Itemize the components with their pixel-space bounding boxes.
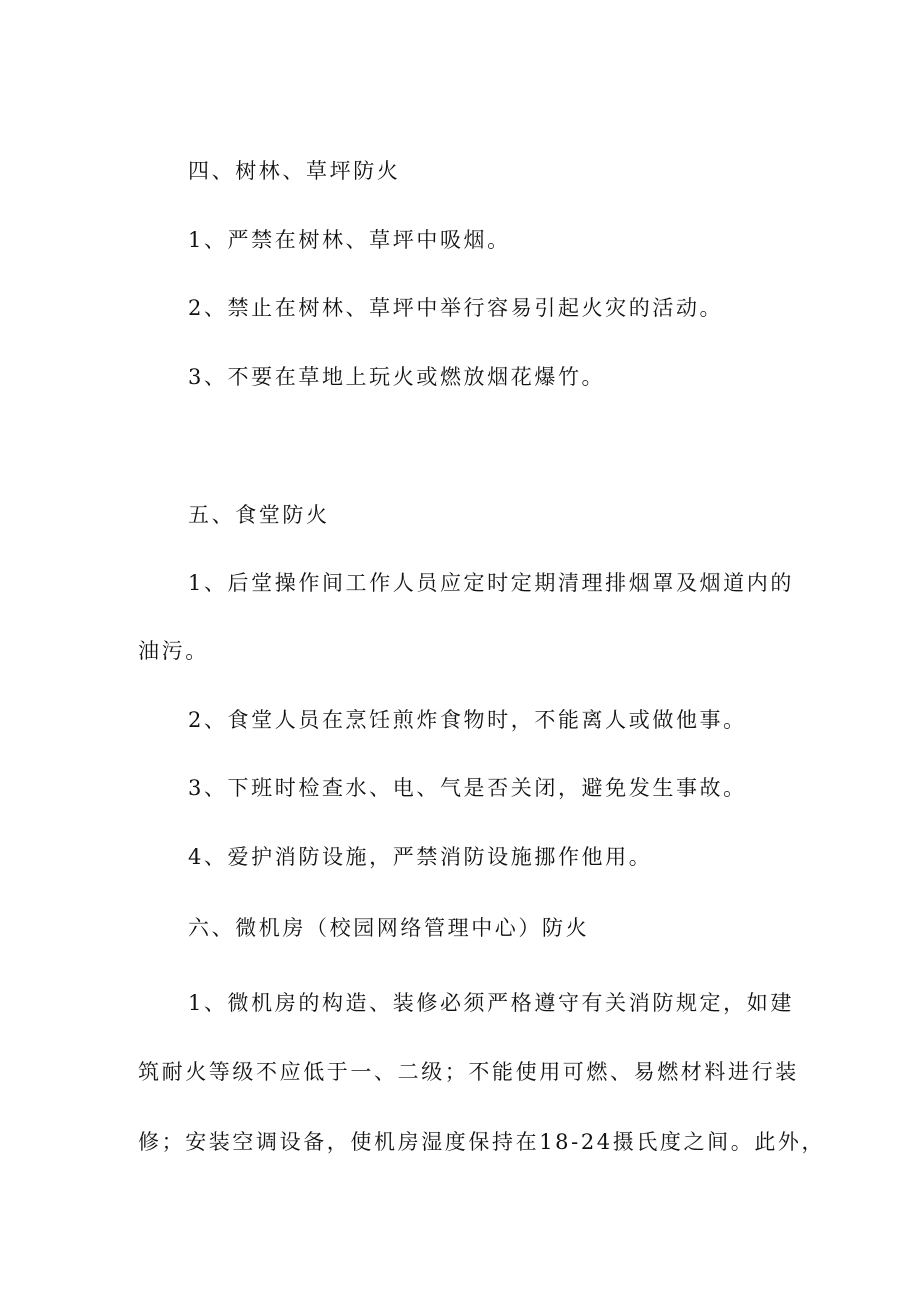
paragraph-line: 修；安装空调设备，使机房湿度保持在18-24摄氏度之间。此外， — [138, 1130, 826, 1154]
list-item: 1、严禁在树林、草坪中吸烟。 — [188, 228, 511, 252]
section-heading-tree-lawn: 四、树林、草坪防火 — [188, 159, 401, 183]
section-heading-canteen: 五、食堂防火 — [188, 503, 330, 527]
list-item: 4、爱护消防设施，严禁消防设施挪作他用。 — [188, 845, 653, 869]
list-item: 3、下班时检查水、电、气是否关闭，避免发生事故。 — [188, 776, 747, 800]
paragraph-line: 筑耐火等级不应低于一、二级；不能使用可燃、易燃材料进行装 — [138, 1060, 799, 1084]
paragraph-line: 1、微机房的构造、装修必须严格遵守有关消防规定，如建 — [188, 991, 794, 1015]
list-item-continuation: 油污。 — [138, 639, 209, 663]
list-item: 2、禁止在树林、草坪中举行容易引起火灾的活动。 — [188, 296, 724, 320]
list-item: 3、不要在草地上玩火或燃放烟花爆竹。 — [188, 365, 606, 389]
section-heading-computer-room: 六、微机房（校园网络管理中心）防火 — [188, 916, 590, 940]
list-item: 1、后堂操作间工作人员应定时定期清理排烟罩及烟道内的 — [188, 571, 794, 595]
list-item: 2、食堂人员在烹饪煎炸食物时，不能离人或做他事。 — [188, 708, 747, 732]
